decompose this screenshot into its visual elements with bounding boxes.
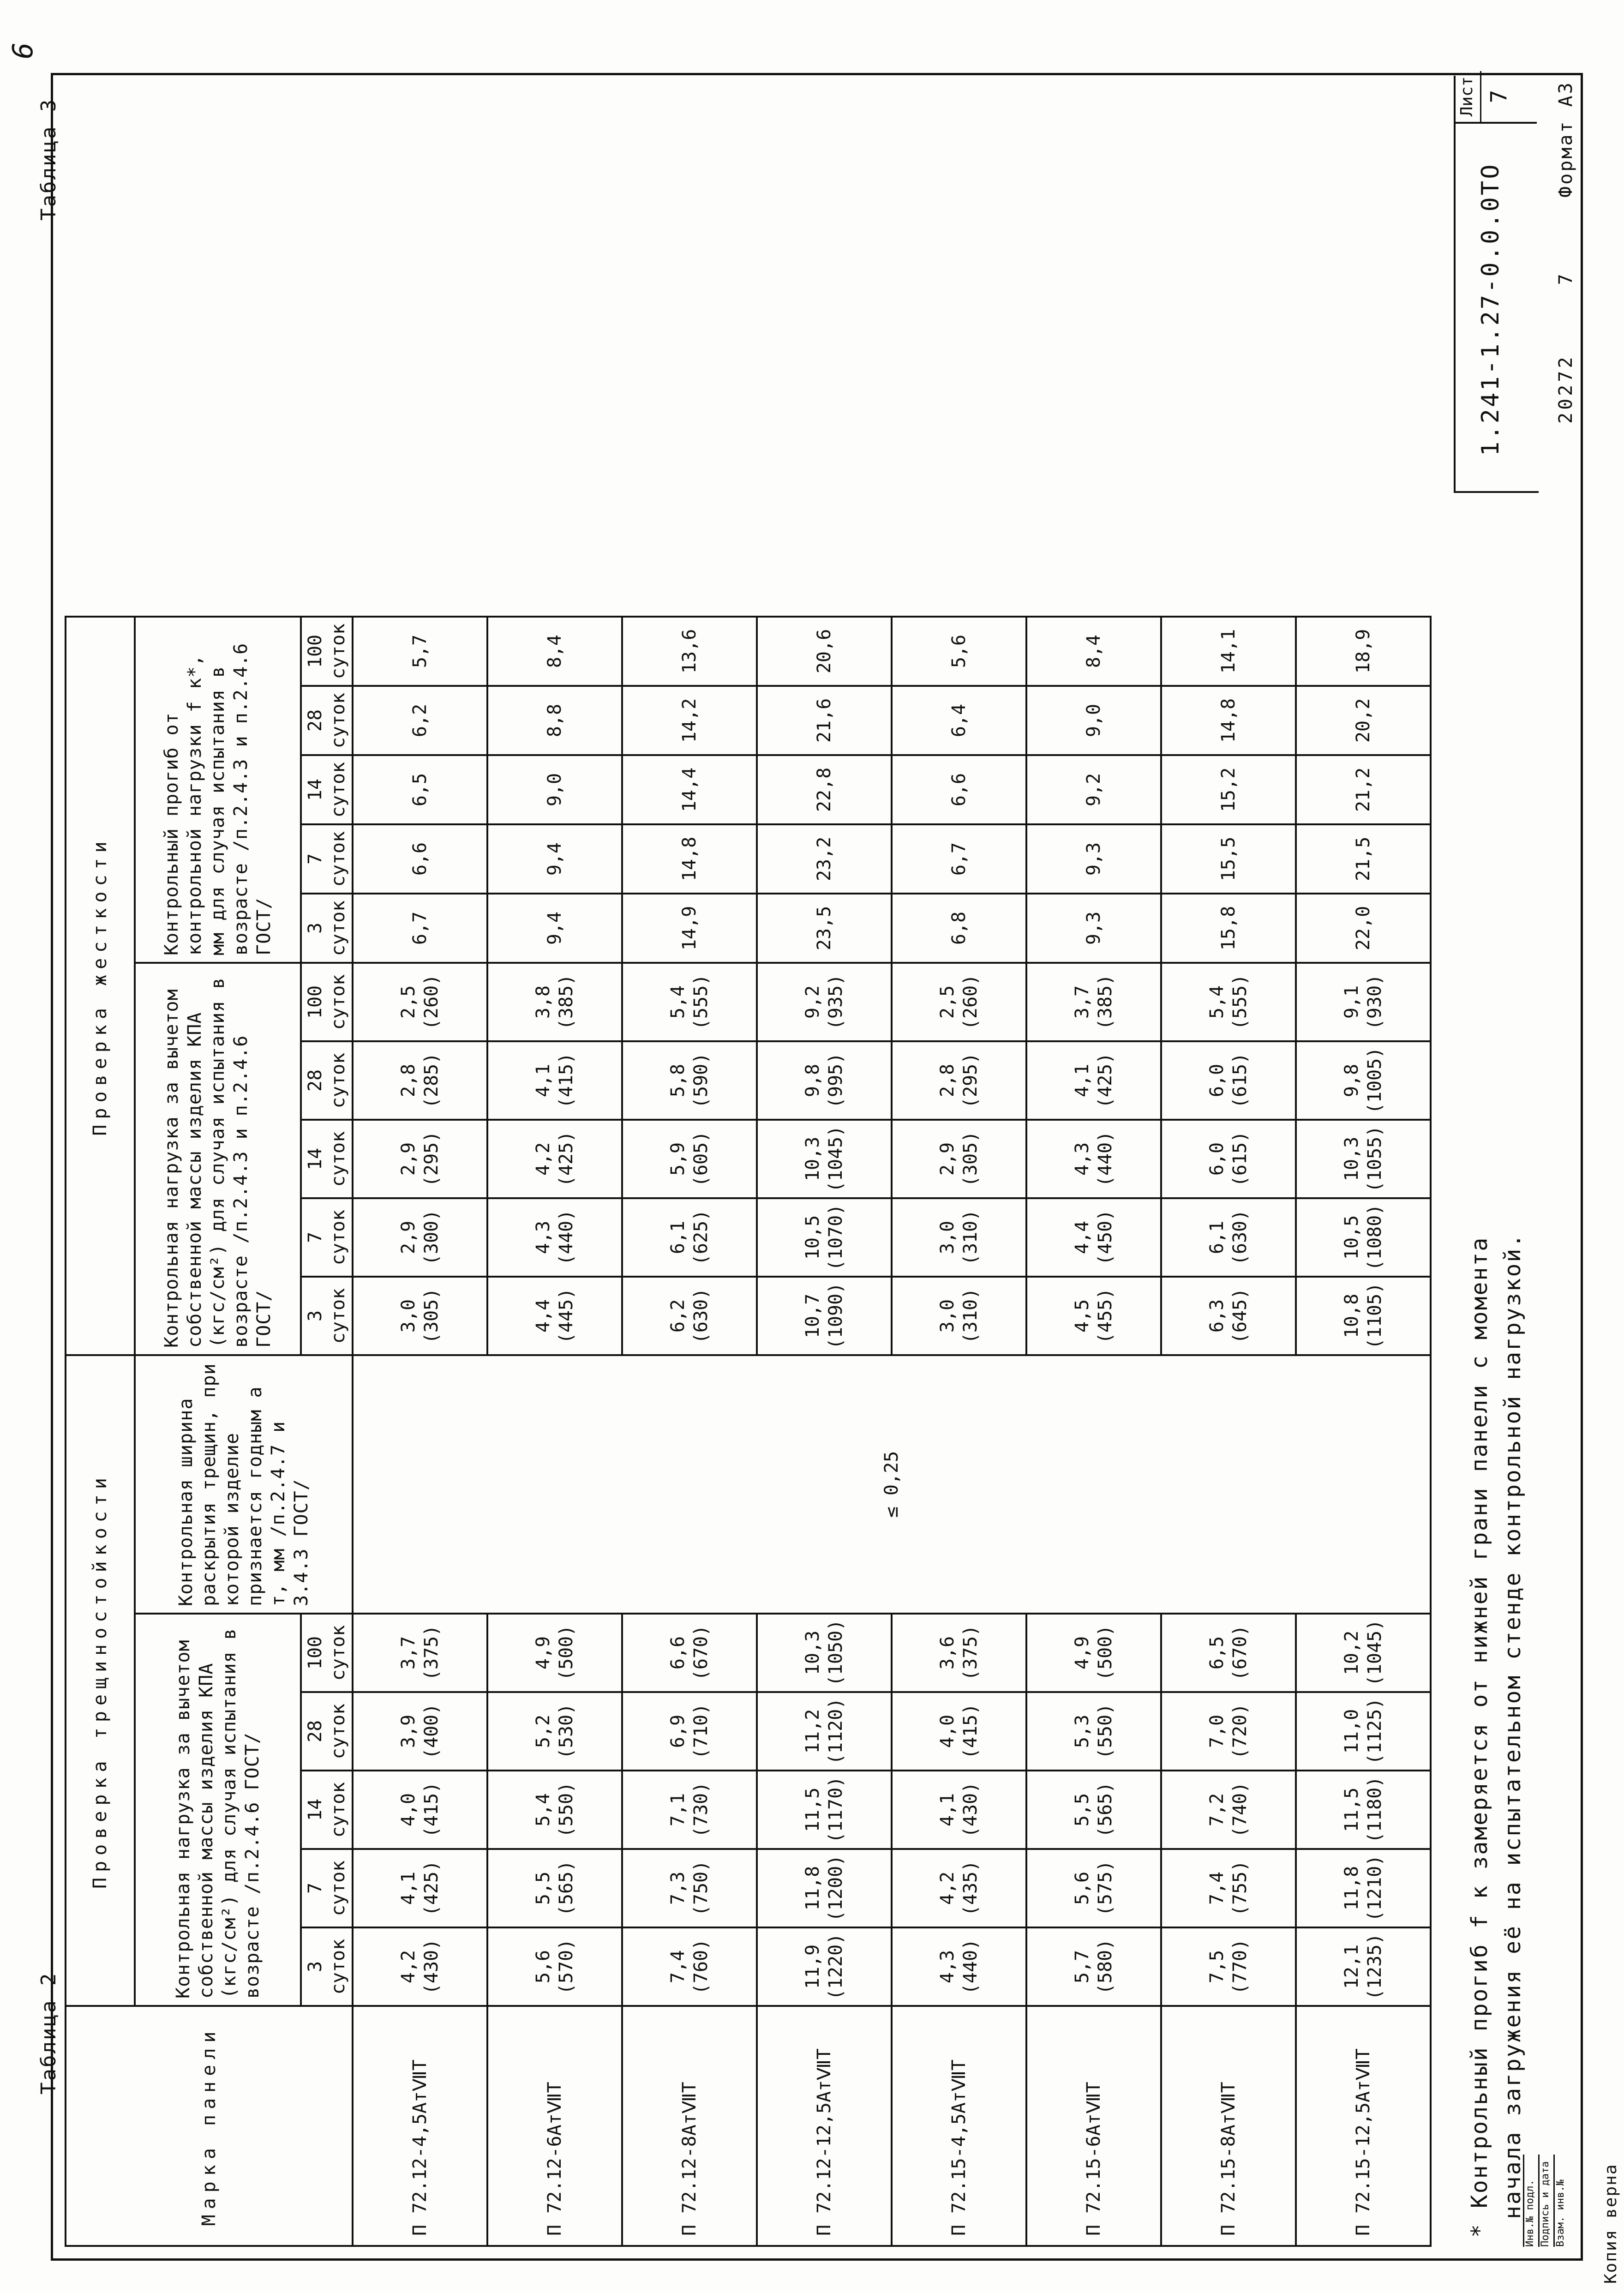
age-header: 100 суток <box>301 963 353 1041</box>
deflection-value: 6,8 <box>892 894 1026 963</box>
stiffness-load-value: 5,8 (590) <box>622 1041 757 1120</box>
table-row <box>353 617 487 2246</box>
crack-load-value: 4,1 (430) <box>892 1771 1026 1849</box>
crack-load-value: 4,9 (500) <box>1026 1614 1161 1692</box>
crack-load-value: 11,8 (1200) <box>757 1849 892 1927</box>
deflection-value: 8,4 <box>487 617 622 686</box>
age-header: 3 суток <box>301 1277 353 1355</box>
deflection-header: Контрольный прогиб от контрольной нагрузки f к*, мм для случая испытания в возрасте /п.2.4.3 и п.2.4.6 ГОСТ/ <box>135 617 301 963</box>
crack-load-value: 7,1 (730) <box>622 1771 757 1849</box>
age-header: 7 суток <box>301 1198 353 1277</box>
crack-load-value: 11,5 (1180) <box>1296 1771 1431 1849</box>
deflection-value: 9,3 <box>1026 824 1161 894</box>
crack-load-value: 7,4 (755) <box>1161 1849 1296 1927</box>
deflection-value: 20,6 <box>757 617 892 686</box>
crack-load-value: 3,9 (400) <box>353 1692 487 1771</box>
deflection-value: 9,4 <box>487 894 622 963</box>
stiffness-load-value: 10,3 (1045) <box>757 1120 892 1198</box>
crack-load-value: 5,6 (575) <box>1026 1849 1161 1927</box>
stiffness-load-value: 5,4 (555) <box>622 963 757 1041</box>
deflection-value: 6,6 <box>892 755 1026 824</box>
stiffness-load-value: 10,5 (1080) <box>1296 1198 1431 1277</box>
deflection-value: 6,7 <box>892 824 1026 894</box>
stiffness-load-value: 6,1 (630) <box>1161 1198 1296 1277</box>
inventory-number <box>1555 271 1576 424</box>
deflection-value: 21,5 <box>1296 824 1431 894</box>
deflection-value: 13,6 <box>622 617 757 686</box>
deflection-value: 22,0 <box>1296 894 1431 963</box>
age-header: 7 суток <box>301 824 353 894</box>
crack-load-value: 3,6 (375) <box>892 1614 1026 1692</box>
crack-load-header: Контрольная нагрузка за вычетом собственной массы изделия КПА (кгс/см²) для случая испытания в возрасте /п.2.4.6 ГОСТ/ <box>135 1614 301 2006</box>
stiffness-check-header: Проверка жесткости <box>66 617 135 1355</box>
crack-load-value: 11,9 (1220) <box>757 1927 892 2006</box>
crack-load-value: 7,3 (750) <box>622 1849 757 1927</box>
deflection-value: 22,8 <box>757 755 892 824</box>
stiffness-load-value: 9,1 (930) <box>1296 963 1431 1041</box>
crack-load-value: 11,5 (1170) <box>757 1771 892 1849</box>
stiffness-load-value: 5,9 (605) <box>622 1120 757 1198</box>
sheet-label: Лист <box>1454 71 1481 122</box>
deflection-value: 14,4 <box>622 755 757 824</box>
panel-mark: П 72.12-8АтⅦТ <box>622 2006 757 2246</box>
footnote-line-2: начала загружения её на испытательном стенде контрольной нагрузкой. <box>1500 1232 1526 2219</box>
stiffness-load-value: 3,7 (385) <box>1026 963 1161 1041</box>
age-header: 100 суток <box>301 617 353 686</box>
stiffness-load-value: 4,1 (415) <box>487 1041 622 1120</box>
deflection-value: 8,4 <box>1026 617 1161 686</box>
stiffness-load-value: 10,5 (1070) <box>757 1198 892 1277</box>
stiffness-load-value: 3,0 (310) <box>892 1277 1026 1355</box>
panel-mark: П 72.15-4,5АтⅦТ <box>892 2006 1026 2246</box>
stiffness-load-value: 4,4 (450) <box>1026 1198 1161 1277</box>
age-header: 14 суток <box>301 755 353 824</box>
crack-load-value: 5,5 (565) <box>1026 1771 1161 1849</box>
stiffness-load-value: 2,5 (260) <box>353 963 487 1041</box>
stiffness-load-value: 2,8 (295) <box>892 1041 1026 1120</box>
panel-mark: П 72.12-6АтⅦТ <box>487 2006 622 2246</box>
deflection-value: 6,2 <box>353 686 487 755</box>
crack-load-value: 10,2 (1045) <box>1296 1614 1431 1692</box>
mark-header: Марка панели <box>66 2006 353 2246</box>
deflection-value: 23,2 <box>757 824 892 894</box>
deflection-value: 15,8 <box>1161 894 1296 963</box>
deflection-value: 14,2 <box>622 686 757 755</box>
crack-load-value: 7,0 (720) <box>1161 1692 1296 1771</box>
deflection-value: 14,1 <box>1161 617 1296 686</box>
stiffness-load-value: 4,1 (425) <box>1026 1041 1161 1120</box>
deflection-value: 14,8 <box>1161 686 1296 755</box>
stiffness-load-value: 2,5 (260) <box>892 963 1026 1041</box>
deflection-value: 9,2 <box>1026 755 1161 824</box>
inventory-sheet: 7 <box>1555 271 1576 285</box>
deflection-value: 15,2 <box>1161 755 1296 824</box>
deflection-value: 5,7 <box>353 617 487 686</box>
stiffness-load-value: 10,7 (1090) <box>757 1277 892 1355</box>
crack-load-value: 5,4 (550) <box>487 1771 622 1849</box>
stiffness-load-value: 6,3 (645) <box>1161 1277 1296 1355</box>
stiffness-load-value: 6,0 (615) <box>1161 1120 1296 1198</box>
crack-load-value: 6,9 (710) <box>622 1692 757 1771</box>
panel-mark: П 72.15-8АтⅦТ <box>1161 2006 1296 2246</box>
stiffness-load-value: 4,2 (425) <box>487 1120 622 1198</box>
stiffness-load-value: 2,9 (295) <box>353 1120 487 1198</box>
footnote <box>1463 1233 1529 2238</box>
crack-check-header: Проверка трещиностойкости <box>66 1355 135 2006</box>
document-code: 1.241-1.27-0.0.0ТО <box>1477 162 1504 456</box>
stiffness-load-value: 9,2 (935) <box>757 963 892 1041</box>
sheet-value: 7 <box>1486 90 1512 103</box>
load-table <box>65 616 1432 2247</box>
crack-width-header: Контрольная ширина раскрытия трещин, при которой изделие признается годным a т, мм /п.2.4.7 и 3.4.3 ГОСТ/ <box>135 1355 353 1614</box>
deflection-value: 6,5 <box>353 755 487 824</box>
age-header: 14 суток <box>301 1771 353 1849</box>
stiffness-load-header: Контрольная нагрузка за вычетом собственной массы изделия КПА (кгс/см²) для случая испытания в возрасте /п.2.4.3 и п.2.4.6 ГОСТ/ <box>135 963 301 1355</box>
stiffness-load-value: 3,0 (310) <box>892 1198 1026 1277</box>
stiffness-load-value: 9,8 (995) <box>757 1041 892 1120</box>
copy-note: Копия верна <box>1601 2163 1620 2284</box>
crack-load-value: 5,3 (550) <box>1026 1692 1161 1771</box>
crack-load-value: 5,5 (565) <box>487 1849 622 1927</box>
crack-load-value: 7,4 (760) <box>622 1927 757 2006</box>
deflection-value: 15,5 <box>1161 824 1296 894</box>
crack-load-value: 6,6 (670) <box>622 1614 757 1692</box>
deflection-value: 9,0 <box>487 755 622 824</box>
sheet-number: 6 <box>7 42 39 59</box>
side-stamp-strip <box>1523 2155 1583 2247</box>
deflection-value: 20,2 <box>1296 686 1431 755</box>
panel-mark: П 72.15-6АтⅦТ <box>1026 2006 1161 2246</box>
deflection-value: 21,6 <box>757 686 892 755</box>
stiffness-load-value: 3,0 (305) <box>353 1277 487 1355</box>
age-header: 100 суток <box>301 1614 353 1692</box>
crack-width-value: ≤ 0,25 <box>353 1355 1431 1614</box>
stiffness-load-value: 10,3 (1055) <box>1296 1120 1431 1198</box>
crack-load-value: 4,2 (435) <box>892 1849 1026 1927</box>
deflection-value: 8,8 <box>487 686 622 755</box>
age-header: 28 суток <box>301 1041 353 1120</box>
side-label-3: Взам. инв.№ <box>1553 2155 1569 2247</box>
side-label-1: Инв.№ подл. <box>1523 2155 1538 2247</box>
age-header: 14 суток <box>301 1120 353 1198</box>
stiffness-load-value: 5,4 (555) <box>1161 963 1296 1041</box>
crack-load-value: 11,0 (1125) <box>1296 1692 1431 1771</box>
crack-load-value: 10,3 (1050) <box>757 1614 892 1692</box>
age-header: 28 суток <box>301 686 353 755</box>
deflection-value: 6,6 <box>353 824 487 894</box>
age-header: 3 суток <box>301 1927 353 2006</box>
deflection-value: 23,5 <box>757 894 892 963</box>
format-label: Формат А3 <box>1555 81 1576 198</box>
stiffness-load-value: 6,2 (630) <box>622 1277 757 1355</box>
stiffness-load-value: 2,9 (300) <box>353 1198 487 1277</box>
stiffness-load-value: 10,8 (1105) <box>1296 1277 1431 1355</box>
stiffness-load-value: 6,0 (615) <box>1161 1041 1296 1120</box>
stiffness-load-value: 9,8 (1005) <box>1296 1041 1431 1120</box>
age-header: 3 суток <box>301 894 353 963</box>
crack-load-value: 4,2 (430) <box>353 1927 487 2006</box>
crack-load-value: 7,2 (740) <box>1161 1771 1296 1849</box>
crack-load-value: 5,2 (530) <box>487 1692 622 1771</box>
stiffness-load-value: 4,3 (440) <box>487 1198 622 1277</box>
table3-title: Таблица 3 <box>37 98 60 221</box>
deflection-value: 14,8 <box>622 824 757 894</box>
stiffness-load-value: 4,4 (445) <box>487 1277 622 1355</box>
deflection-value: 6,7 <box>353 894 487 963</box>
crack-load-value: 11,2 (1120) <box>757 1692 892 1771</box>
age-header: 7 суток <box>301 1849 353 1927</box>
deflection-value: 14,9 <box>622 894 757 963</box>
crack-load-value: 4,0 (415) <box>892 1692 1026 1771</box>
crack-load-value: 3,7 (375) <box>353 1614 487 1692</box>
crack-load-value: 4,9 (500) <box>487 1614 622 1692</box>
crack-load-value: 4,1 (425) <box>353 1849 487 1927</box>
deflection-value: 9,3 <box>1026 894 1161 963</box>
deflection-value: 6,4 <box>892 686 1026 755</box>
crack-load-value: 5,6 (570) <box>487 1927 622 2006</box>
age-header: 28 суток <box>301 1692 353 1771</box>
panel-mark: П 72.12-12,5АтⅦТ <box>757 2006 892 2246</box>
table2-title: Таблица 2 <box>37 1972 60 2095</box>
stiffness-load-value: 2,8 (285) <box>353 1041 487 1120</box>
inventory-number-value: 20272 <box>1555 354 1576 424</box>
deflection-value: 18,9 <box>1296 617 1431 686</box>
side-label-2: Подпись и дата <box>1538 2155 1553 2247</box>
stiffness-load-value: 3,8 (385) <box>487 963 622 1041</box>
stiffness-load-value: 4,3 (440) <box>1026 1120 1161 1198</box>
crack-load-value: 4,0 (415) <box>353 1771 487 1849</box>
stiffness-load-value: 4,5 (455) <box>1026 1277 1161 1355</box>
panel-mark: П 72.12-4,5АтⅦТ <box>353 2006 487 2246</box>
stiffness-load-value: 2,9 (305) <box>892 1120 1026 1198</box>
crack-load-value: 12,1 (1235) <box>1296 1927 1431 2006</box>
crack-load-value: 7,5 (770) <box>1161 1927 1296 2006</box>
crack-load-value: 11,8 (1210) <box>1296 1849 1431 1927</box>
stiffness-load-value: 6,1 (625) <box>622 1198 757 1277</box>
sheet-cell <box>1454 71 1537 124</box>
deflection-value: 9,0 <box>1026 686 1161 755</box>
footnote-line-1: * Контрольный прогиб f к замеряется от нижней грани панели с момента <box>1467 1236 1492 2238</box>
crack-load-value: 5,7 (580) <box>1026 1927 1161 2006</box>
deflection-value: 9,4 <box>487 824 622 894</box>
panel-mark: П 72.15-12,5АтⅦТ <box>1296 2006 1431 2246</box>
deflection-value: 21,2 <box>1296 755 1431 824</box>
deflection-value: 5,6 <box>892 617 1026 686</box>
crack-load-value: 4,3 (440) <box>892 1927 1026 2006</box>
crack-load-value: 6,5 (670) <box>1161 1614 1296 1692</box>
